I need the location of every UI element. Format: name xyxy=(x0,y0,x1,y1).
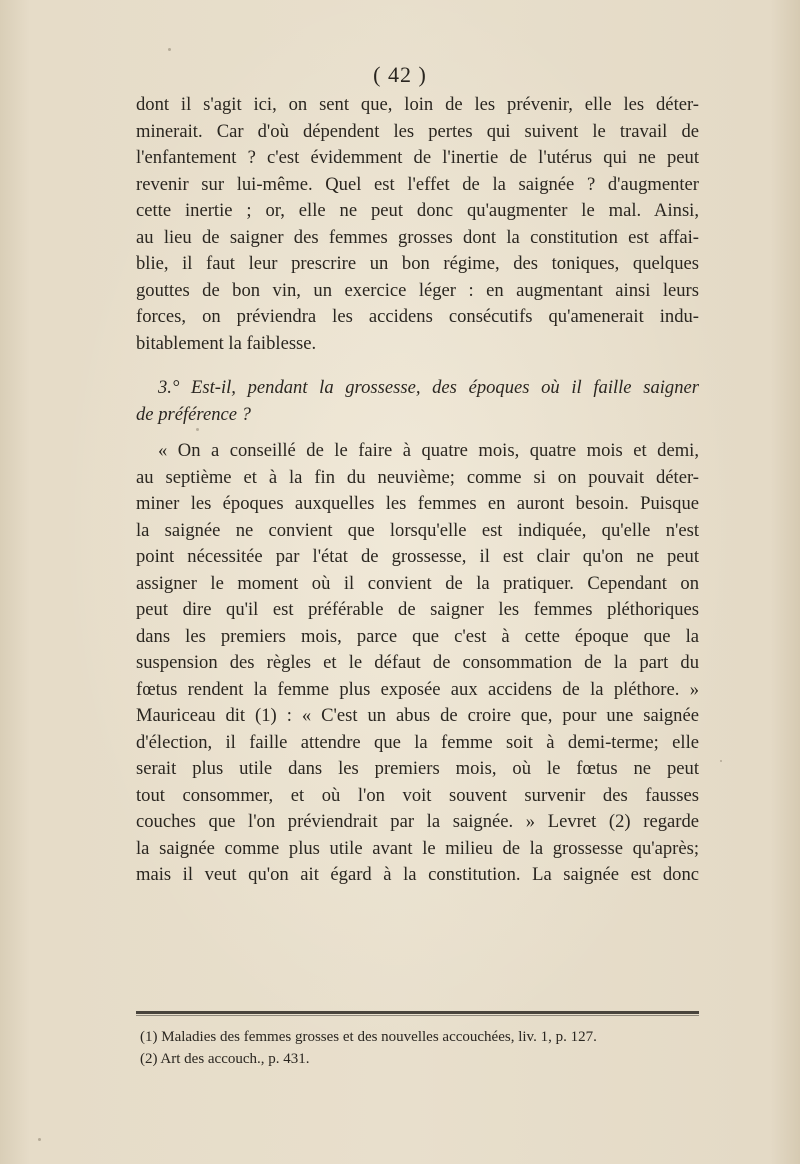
text-line: Mauriceau dit (1) : « C'est un abus de croire que, pour une saignée xyxy=(136,705,699,726)
footnote-1: (1) Maladies des femmes grosses et des nouvelles accouchées, liv. 1, p. 127. xyxy=(140,1029,597,1045)
text-line: l'enfantement ? c'est évidemment de l'inertie de l'utérus qui ne peut xyxy=(136,147,699,168)
text-line: assigner le moment où il convient de la pratiquer. Cependant on xyxy=(136,572,699,594)
body-text xyxy=(136,92,699,889)
text-line: cette inertie ; or, elle ne peut donc qu'augmenter le mal. Ainsi, xyxy=(136,200,699,221)
paragraph-gap xyxy=(136,428,699,438)
text-line: suspension des règles et le défaut de consommation de la part du xyxy=(136,652,699,673)
text-line: au lieu de saigner des femmes grosses dont la constitution est affai- xyxy=(136,226,699,248)
text-line: miner les époques auxquelles les femmes en auront besoin. Puisque xyxy=(136,493,699,514)
text-line: tout consommer, et où l'on voit souvent survenir des fausses xyxy=(136,784,699,806)
text-line: dans les premiers mois, parce que c'est à cette époque que la xyxy=(136,625,699,647)
text-line: mais il veut qu'on ait égard à la constitution. La saignée est donc xyxy=(136,864,699,885)
text-line: serait plus utile dans les premiers mois, où le fœtus ne peut xyxy=(136,758,699,779)
text-line: point nécessitée par l'état de grossesse, il est clair qu'on ne peut xyxy=(136,546,699,567)
paragraph-1 xyxy=(136,92,699,357)
text-line: minerait. Car d'où dépendent les pertes qui suivent le travail de xyxy=(136,120,699,142)
paper-speck xyxy=(196,428,199,431)
footnote-separator xyxy=(136,1011,699,1014)
text-line: peut dire qu'il est préférable de saigner les femmes pléthoriques xyxy=(136,599,699,620)
text-line: bitablement la faiblesse. xyxy=(136,332,317,354)
paper-speck xyxy=(38,1138,41,1141)
paper-speck xyxy=(168,48,171,51)
text-line: couches que l'on préviendrait par la saignée. » Levret (2) regarde xyxy=(136,811,699,832)
question-heading xyxy=(136,375,699,428)
page-number: ( 42 ) xyxy=(373,62,427,87)
paragraph-2 xyxy=(136,438,699,889)
text-line: forces, on préviendra les accidens consécutifs qu'amenerait indu- xyxy=(136,306,699,327)
text-line: la saignée ne convient que lorsqu'elle est indiquée, qu'elle n'est xyxy=(136,519,699,541)
text-line: blie, il faut leur prescrire un bon régime, des toniques, quelques xyxy=(136,253,699,274)
paragraph-gap xyxy=(136,357,699,375)
text-line: revenir sur lui-même. Quel est l'effet de la saignée ? d'augmenter xyxy=(136,173,699,195)
text-line: au septième et à la fin du neuvième; comme si on pouvait déter- xyxy=(136,466,699,488)
question-line: 3.° Est-il, pendant la grossesse, des époques où il faille saigner xyxy=(158,377,699,398)
text-line: fœtus rendent la femme plus exposée aux accidens de la pléthore. » xyxy=(136,678,699,700)
footnotes xyxy=(140,1026,700,1070)
text-line: gouttes de bon vin, un exercice léger : en augmentant ainsi leurs xyxy=(136,279,699,301)
footnote-2: (2) Art des accouch., p. 431. xyxy=(140,1051,310,1067)
text-line: dont il s'agit ici, on sent que, loin de les prévenir, elle les déter- xyxy=(136,94,699,115)
text-line: « On a conseillé de le faire à quatre mois, quatre mois et demi, xyxy=(158,440,699,461)
text-line: la saignée comme plus utile avant le milieu de la grossesse qu'après; xyxy=(136,837,699,859)
question-line: de préférence ? xyxy=(136,403,251,425)
text-line: d'élection, il faille attendre que la femme soit à demi-terme; elle xyxy=(136,731,699,753)
paper-speck xyxy=(720,760,722,762)
